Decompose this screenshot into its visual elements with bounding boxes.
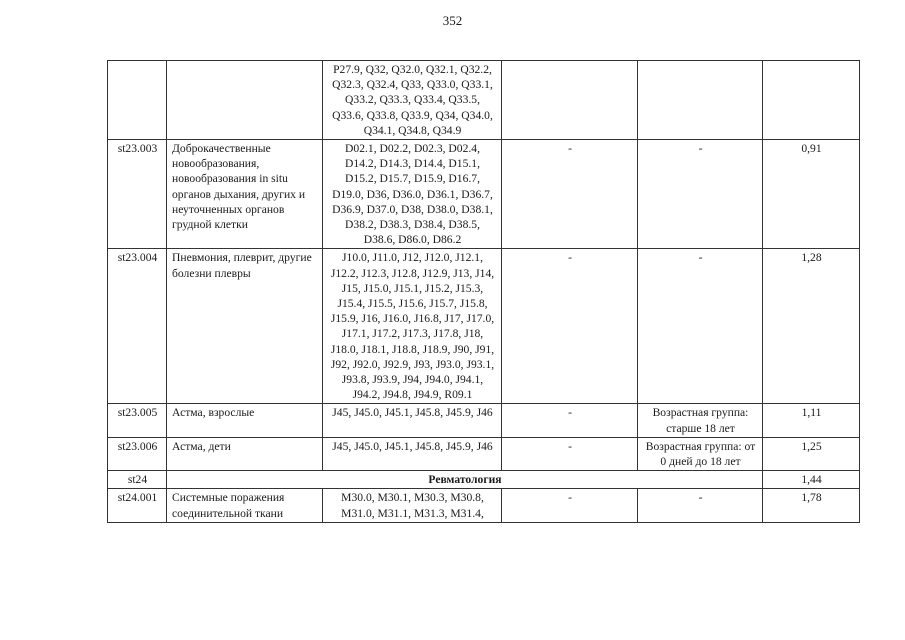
tariff-table	[107, 60, 860, 523]
name-cell: Астма, дети	[167, 437, 323, 470]
table-row	[108, 489, 860, 522]
code-cell: st23.003	[108, 140, 167, 249]
extra-criteria-cell: -	[502, 489, 638, 522]
table-row	[108, 249, 860, 404]
code-cell	[108, 61, 167, 140]
table-row	[108, 61, 860, 140]
coefficient-cell: 0,91	[763, 140, 860, 249]
name-cell: Астма, взрослые	[167, 404, 323, 437]
coefficient-cell: 1,78	[763, 489, 860, 522]
icd-codes-cell: M30.0, M30.1, M30.3, M30.8, M31.0, M31.1, M31.3, M31.4,	[323, 489, 502, 522]
other-criteria-cell: -	[638, 249, 763, 404]
other-criteria-cell: -	[638, 140, 763, 249]
extra-criteria-cell: -	[502, 249, 638, 404]
name-cell: Доброкачественные новообразования, новообразования in situ органов дыхания, других и неуточненных органов грудной клетки	[167, 140, 323, 249]
name-cell: Системные поражения соединительной ткани	[167, 489, 323, 522]
section-row	[108, 471, 860, 489]
coefficient-cell	[763, 61, 860, 140]
icd-codes-cell: D02.1, D02.2, D02.3, D02.4, D14.2, D14.3, D14.4, D15.1, D15.2, D15.7, D15.9, D16.7, D19.0, D36, D36.0, D36.1, D36.7, D36.9, D37.0, D38, D38.0, D38.1, D38.2, D38.3, D38.4, D38.5, D38.6, D86.0, D86.2	[323, 140, 502, 249]
code-cell: st23.005	[108, 404, 167, 437]
coefficient-cell: 1,25	[763, 437, 860, 470]
table-row	[108, 437, 860, 470]
other-criteria-cell: Возрастная группа: от 0 дней до 18 лет	[638, 437, 763, 470]
section-coefficient-cell: 1,44	[763, 471, 860, 489]
extra-criteria-cell: -	[502, 404, 638, 437]
section-title: Ревматология	[167, 471, 763, 489]
page-number: 352	[442, 13, 463, 28]
other-criteria-cell: Возрастная группа: старше 18 лет	[638, 404, 763, 437]
icd-codes-cell: P27.9, Q32, Q32.0, Q32.1, Q32.2, Q32.3, Q32.4, Q33, Q33.0, Q33.1, Q33.2, Q33.3, Q33.4, Q33.5, Q33.6, Q33.8, Q33.9, Q34, Q34.0, Q34.1, Q34.8, Q34.9	[323, 61, 502, 140]
name-cell: Пневмония, плеврит, другие болезни плевры	[167, 249, 323, 404]
coefficient-cell: 1,11	[763, 404, 860, 437]
extra-criteria-cell: -	[502, 437, 638, 470]
code-cell: st24.001	[108, 489, 167, 522]
coefficient-cell: 1,28	[763, 249, 860, 404]
table-row	[108, 140, 860, 249]
extra-criteria-cell: -	[502, 140, 638, 249]
other-criteria-cell	[638, 61, 763, 140]
icd-codes-cell: J45, J45.0, J45.1, J45.8, J45.9, J46	[323, 404, 502, 437]
code-cell: st23.006	[108, 437, 167, 470]
other-criteria-cell: -	[638, 489, 763, 522]
code-cell: st23.004	[108, 249, 167, 404]
extra-criteria-cell	[502, 61, 638, 140]
section-code-cell: st24	[108, 471, 167, 489]
name-cell	[167, 61, 323, 140]
icd-codes-cell: J45, J45.0, J45.1, J45.8, J45.9, J46	[323, 437, 502, 470]
table-row	[108, 404, 860, 437]
icd-codes-cell: J10.0, J11.0, J12, J12.0, J12.1, J12.2, J12.3, J12.8, J12.9, J13, J14, J15, J15.0, J15.1, J15.2, J15.3, J15.4, J15.5, J15.6, J15.7, J15.8, J15.9, J16, J16.0, J16.8, J17, J17.0, J17.1, J17.2, J17.3, J17.8, J18, J18.0, J18.1, J18.8, J18.9, J90, J91, J92, J92.0, J92.9, J93, J93.0, J93.1, J93.8, J93.9, J94, J94.0, J94.1, J94.2, J94.8, J94.9, R09.1	[323, 249, 502, 404]
